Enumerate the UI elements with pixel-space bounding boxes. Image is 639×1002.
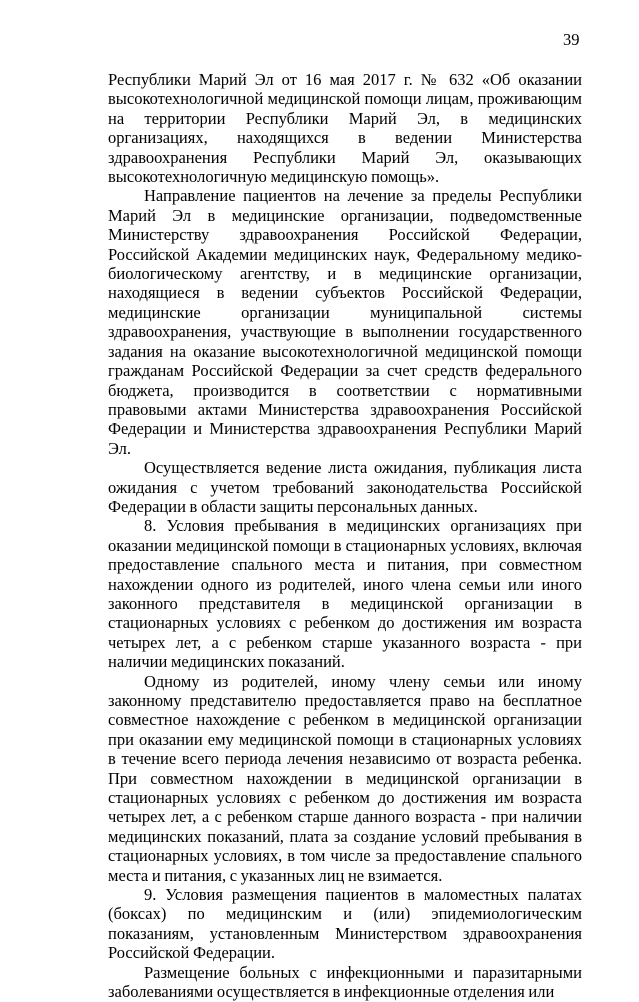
- paragraph-parent-stay: Одному из родителей, иному члену семьи или иному законному представителю предоставляется право на бесплатное совместное нахождение с ребенком в медицинской организации при оказании ему медицинской помощи в стационарных условиях в течение всего периода лечения независимо от возраста ребенка. При совместном нахождении в медицинской организации в стационарных условиях с ребенком до достижения им возраста четырех лет, а с ребенком старше данного возраста - при наличии медицинских показаний, плата за создание условий пребывания в стационарных условиях, в том числе за предоставление спального места и питания, с указанных лиц не взимается.: [108, 671, 582, 885]
- paragraph-referral: Направление пациентов на лечение за пределы Республики Марий Эл в медицинские организации, подведомственные Министерству здравоохранения Российской Федерации, Российской Академии медицинских наук, Федеральному медико-биологическому агентству, и в медицинские организации, находящиеся в ведении субъектов Российской Федерации, медицинские организации муниципальной системы здравоохранения, участвующие в выполнении государственного задания на оказание высокотехнологичной медицинской помощи гражданам Российской Федерации за счет средств федерального бюджета, производится в соответствии с нормативными правовыми актами Министерства здравоохранения Российской Федерации и Министерства здравоохранения Республики Марий Эл.: [108, 186, 582, 458]
- paragraph-infectious-placement: Размещение больных с инфекционными и паразитарными заболеваниями осуществляется в инфекционные отделения или: [108, 962, 582, 1002]
- document-body: [108, 70, 582, 1002]
- paragraph-section-9-heading: 9. Условия размещения пациентов в маломестных палатах (боксах) по медицинским и (или) эпидемиологическим показаниям, установленным Министерством здравоохранения Российской Федерации.: [108, 885, 582, 963]
- paragraph-continuation: Республики Марий Эл от 16 мая 2017 г. № 632 «Об оказании высокотехнологичной медицинской помощи лицам, проживающим на территории Республики Марий Эл, в медицинских организациях, находящихся в ведении Министерства здравоохранения Республики Марий Эл, оказывающих высокотехнологичную медицинскую помощь».: [108, 70, 582, 187]
- page-number: 39: [563, 30, 580, 49]
- paragraph-waiting-list: Осуществляется ведение листа ожидания, публикация листа ожидания с учетом требований законодательства Российской Федерации в области защиты персональных данных.: [108, 458, 582, 516]
- paragraph-section-8-heading: 8. Условия пребывания в медицинских организациях при оказании медицинской помощи в стационарных условиях, включая предоставление спального места и питания, при совместном нахождении одного из родителей, иного члена семьи или иного законного представителя в медицинской организации в стационарных условиях с ребенком до достижения им возраста четырех лет, а с ребенком старше указанного возраста - при наличии медицинских показаний.: [108, 516, 582, 672]
